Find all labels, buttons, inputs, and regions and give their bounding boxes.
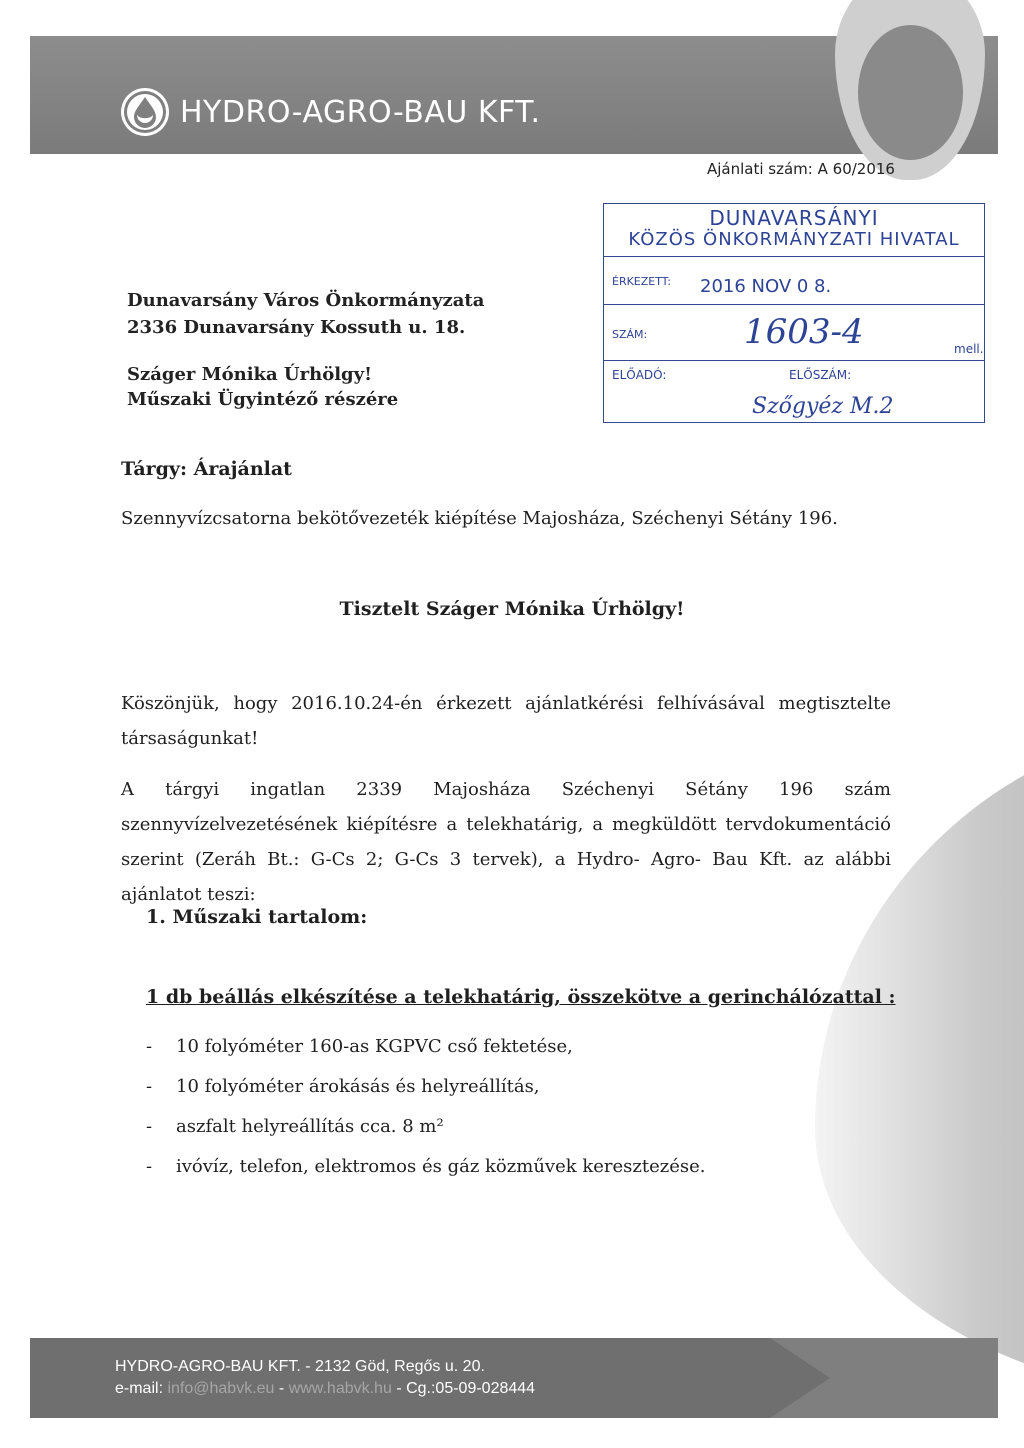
recipient-address: 2336 Dunavarsány Kossuth u. 18.: [127, 317, 466, 338]
list-item: - 10 folyóméter árokásás és helyreállítás,: [146, 1076, 540, 1097]
company-logo-icon: [121, 88, 169, 136]
company-name: HYDRO-AGRO-BAU KFT.: [180, 95, 541, 130]
stamp-divider: [604, 360, 984, 361]
stamp-number-value: 1603-4: [744, 312, 864, 352]
recipient-person: Száger Mónika Úrhölgy!: [127, 364, 372, 385]
stamp-org-line2: KÖZÖS ÖNKORMÁNYZATI HIVATAL: [628, 229, 960, 250]
footer-email-label: e-mail:: [115, 1380, 164, 1397]
stamp-divider: [604, 256, 984, 257]
section-title-technical-content: 1. Műszaki tartalom:: [146, 906, 368, 928]
subject-line: Tárgy: Árajánlat: [121, 458, 292, 480]
stamp-rapporteur-signature: Szőgyéz M.2: [752, 394, 894, 419]
footer-contact: [115, 1380, 535, 1398]
stamp-received-label: ÉRKEZETT:: [612, 275, 671, 288]
subject-description: Szennyvízcsatorna bekötővezeték kiépítése Majosháza, Széchenyi Sétány 196.: [121, 508, 838, 529]
recipient-role: Műszaki Ügyintéző részére: [127, 389, 399, 410]
footer-website-link[interactable]: www.habvk.hu: [288, 1380, 392, 1397]
stamp-attachments-label: mell.: [954, 342, 984, 356]
scope-items-list: [146, 1036, 706, 1196]
footer-separator: -: [278, 1380, 285, 1397]
scope-title: 1 db beállás elkészítése a telekhatárig, összekötve a gerinchálózattal :: [146, 986, 896, 1008]
list-item: - ivóvíz, telefon, elektromos és gáz közművek keresztezése.: [146, 1156, 706, 1177]
stamp-previous-number-label: ELŐSZÁM:: [789, 368, 852, 382]
salutation: Tisztelt Száger Mónika Úrhölgy!: [339, 598, 685, 620]
stamp-number-label: SZÁM:: [612, 328, 648, 341]
registration-stamp: [603, 203, 985, 423]
list-item: - aszfalt helyreállítás cca. 8 m²: [146, 1116, 444, 1137]
footer-band: [30, 1338, 998, 1418]
stamp-divider: [604, 304, 984, 305]
recipient-org: Dunavarsány Város Önkormányzata: [127, 290, 485, 311]
footer-address: HYDRO-AGRO-BAU KFT. - 2132 Göd, Regős u. 20.: [115, 1358, 485, 1375]
footer-arrow-shape: [30, 1338, 998, 1418]
footer-registration: - Cg.:05-09-028444: [396, 1380, 536, 1397]
stamp-rapporteur-label: ELŐADÓ:: [612, 368, 667, 382]
stamp-received-date: 2016 NOV 0 8.: [700, 276, 832, 297]
paragraph-thanks: Köszönjük, hogy 2016.10.24-én érkezett ajánlatkérési felhívásával megtisztelte társaságunkat!: [121, 693, 891, 749]
footer-email-link[interactable]: info@habvk.eu: [167, 1380, 275, 1397]
stamp-org-line1: DUNAVARSÁNYI: [709, 206, 879, 230]
paragraph-offer: A tárgyi ingatlan 2339 Majosháza Széchenyi Sétány 196 szám szennyvízelvezetésének kiépítésre a telekhatárig, a megküldött tervdokumentáció szerint (Zeráh Bt.: G-Cs 2; G-Cs 3 tervek), a Hydro- Agro- Bau Kft. az alábbi ajánlatot teszi:: [121, 779, 891, 905]
list-item: - 10 folyóméter 160-as KGPVC cső fektetése,: [146, 1036, 573, 1057]
offer-number: Ajánlati szám: A 60/2016: [707, 160, 895, 178]
water-drop-logo-inner: [858, 25, 963, 160]
